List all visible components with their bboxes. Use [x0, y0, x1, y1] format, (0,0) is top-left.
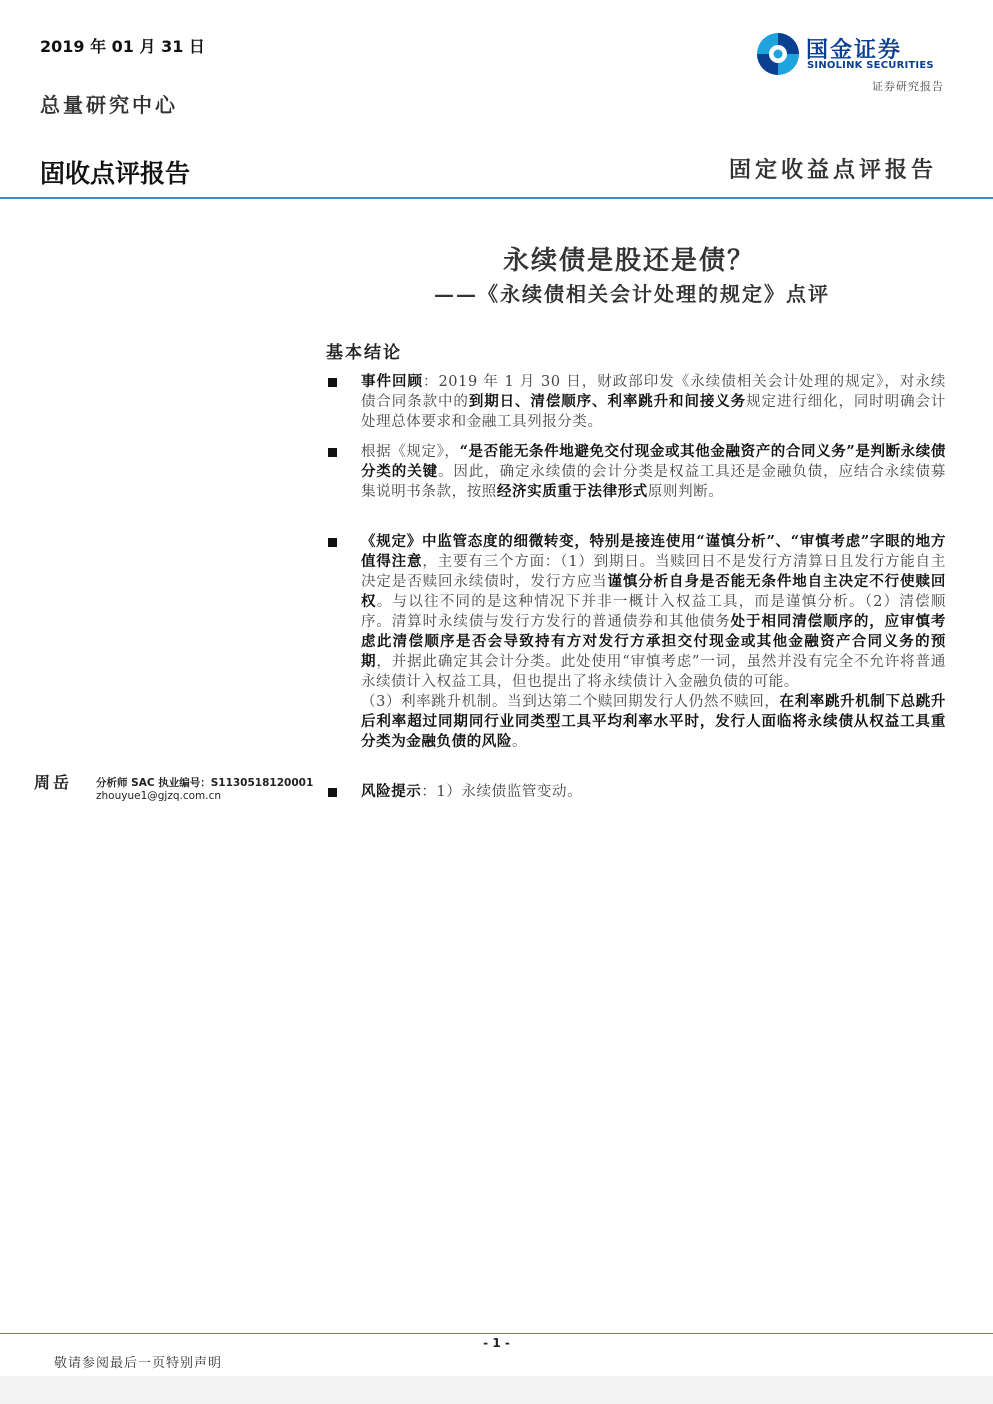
header-divider — [0, 197, 993, 199]
logo-subtitle: 证券研究报告 — [872, 80, 944, 93]
section-heading: 基本结论 — [326, 343, 402, 363]
footer-divider — [0, 1333, 993, 1334]
bullet-marker — [328, 538, 337, 547]
bullet-marker — [328, 378, 337, 387]
risk-warning-bullet — [326, 782, 946, 802]
logo-text-cn: 国金证券 — [806, 38, 903, 63]
department-name: 总量研究中心 — [40, 93, 178, 117]
bullet-text: 《规定》中监管态度的细微转变，特别是接连使用“谨慎分析”、“审慎考虑”字眼的地方值得注意，主要有三个方面：（1）到期日。当赎回日不是发行方清算日且发行方能自主决定是否赎回永续债时，发行方应当谨慎分析自身是否能无条件地自主决定不行使赎回权。与以往不同的是这种情况下并非一概计入权益工具，而是谨慎分析。（2）清偿顺序。清算时永续债与发行方发行的普通债券和其他债务处于相同清偿顺序的，应审慎考虑此清偿顺序是否会导致持有方对发行方承担交付现金或其他金融资产合同义务的预期，并据此确定其会计分类。此处使用“审慎考虑”一词，虽然并没有完全不允许将普通永续债计入权益工具，但也提出了将永续债计入金融负债的可能。 （3）利率跳升机制。当到达第二个赎回期发行人仍然不赎回，在利率跳升机制下总跳升后利率超过同期同行业同类型工具平均利率水平时，发行人面临将永续债从权益工具重分类为金融负债的风险。 — [361, 533, 946, 750]
analyst-license: 分析师 SAC 执业编号：S1130518120001 — [96, 777, 314, 789]
bottom-band — [0, 1376, 993, 1404]
bullet-text: 事件回顾：2019 年 1 月 30 日，财政部印发《永续债相关会计处理的规定》，对永续债合同条款中的到期日、清偿顺序、利率跳升和间接义务规定进行细化，同时明确会计处理总体要求和金融工具列报分类。 — [361, 373, 946, 430]
page-number: - 1 - — [483, 1336, 510, 1350]
conclusion-bullet — [326, 372, 946, 432]
report-type-right: 固定收益点评报告 — [728, 157, 937, 183]
bullet-marker — [328, 788, 337, 797]
footer-disclaimer: 敬请参阅最后一页特别声明 — [54, 1356, 223, 1371]
report-type-left: 固收点评报告 — [40, 159, 191, 188]
bullet-marker — [328, 448, 337, 457]
conclusion-bullet — [326, 532, 946, 752]
bullet-text: 根据《规定》，“是否能无条件地避免交付现金或其他金融资产的合同义务”是判断永续债分类的关键。因此，确定永续债的会计分类是权益工具还是金融负债，应结合永续债募集说明书条款，按照经济实质重于法律形式原则判断。 — [361, 443, 947, 500]
company-logo — [756, 32, 946, 78]
report-title: 永续债是股还是债？ — [502, 246, 755, 276]
analyst-name: 周岳 — [34, 773, 73, 792]
sinolink-logo-icon — [756, 32, 800, 76]
report-date: 2019 年 01 月 31 日 — [40, 37, 205, 56]
analyst-email[interactable]: zhouyue1@gjzq.com.cn — [96, 790, 222, 802]
logo-text-en: SINOLINK SECURITIES — [807, 60, 934, 71]
bullet-text: 风险提示：1）永续债监管变动。 — [361, 783, 583, 800]
conclusion-bullet — [326, 442, 946, 502]
report-subtitle: ——《永续债相关会计处理的规定》点评 — [434, 282, 830, 306]
